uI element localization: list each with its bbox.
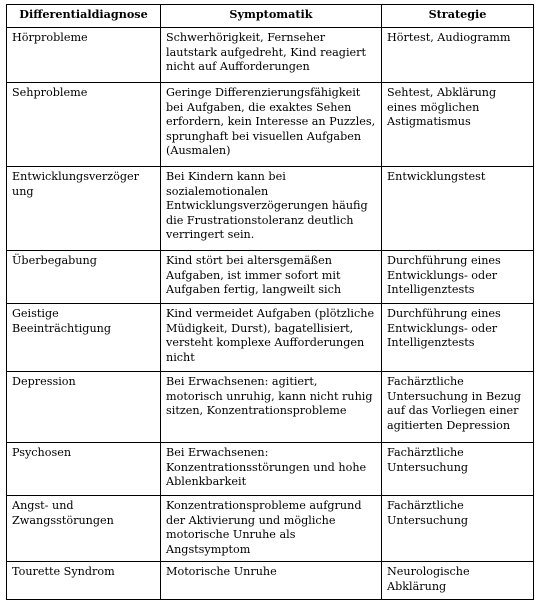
- table-row: [7, 372, 534, 443]
- diagnosis-cell: Psychosen: [7, 443, 161, 496]
- strategy-cell: Durchführung eines Entwicklungs- oder Intelligenztests: [382, 304, 534, 372]
- strategy-cell: Fachärztliche Untersuchung: [382, 443, 534, 496]
- diagnosis-cell: Depression: [7, 372, 161, 443]
- strategy-cell: Durchführung eines Entwicklungs- oder Intelligenztests: [382, 251, 534, 304]
- diagnosis-cell: Hörprobleme: [7, 28, 161, 83]
- diagnosis-cell: Tourette Syndrom: [7, 562, 161, 599]
- header-strategy: Strategie: [382, 5, 534, 28]
- table-row: [7, 562, 534, 599]
- symptoms-cell: Kind stört bei altersgemäßen Aufgaben, ist immer sofort mit Aufgaben fertig, langweilt sich: [161, 251, 382, 304]
- symptoms-cell: Kind vermeidet Aufgaben (plötzliche Müdigkeit, Durst), bagatellisiert, versteht komplexe Aufforderungen nicht: [161, 304, 382, 372]
- strategy-cell: Sehtest, Abklärung eines möglichen Astigmatismus: [382, 83, 534, 167]
- table-row: [7, 167, 534, 251]
- table-row: [7, 304, 534, 372]
- symptoms-cell: Geringe Differenzierungsfähigkeit bei Aufgaben, die exaktes Sehen erfordern, kein Interesse an Puzzles, sprunghaft bei visuellen Aufgaben (Ausmalen): [161, 83, 382, 167]
- diagnosis-cell: Angst- und Zwangsstörungen: [7, 496, 161, 562]
- table-row: [7, 496, 534, 562]
- diagnosis-cell: Überbegabung: [7, 251, 161, 304]
- strategy-cell: Fachärztliche Untersuchung: [382, 496, 534, 562]
- diagnosis-cell: Geistige Beeinträchtigung: [7, 304, 161, 372]
- strategy-cell: Entwicklungstest: [382, 167, 534, 251]
- symptoms-cell: Bei Erwachsenen: agitiert, motorisch unruhig, kann nicht ruhig sitzen, Konzentrationsprobleme: [161, 372, 382, 443]
- symptoms-cell: Schwerhörigkeit, Fernseher lautstark aufgedreht, Kind reagiert nicht auf Aufforderungen: [161, 28, 382, 83]
- table-row: [7, 443, 534, 496]
- differential-diagnosis-table: [6, 4, 534, 600]
- table-row: [7, 28, 534, 83]
- diagnosis-cell: Entwicklungsverzöger ung: [7, 167, 161, 251]
- diagnosis-cell: Sehprobleme: [7, 83, 161, 167]
- table-body: [7, 28, 534, 600]
- symptoms-cell: Motorische Unruhe: [161, 562, 382, 599]
- table-row: [7, 83, 534, 167]
- strategy-cell: Neurologische Abklärung: [382, 562, 534, 599]
- symptoms-cell: Bei Erwachsenen: Konzentrationsstörungen und hohe Ablenkbarkeit: [161, 443, 382, 496]
- table-header: [7, 5, 534, 28]
- symptoms-cell: Konzentrationsprobleme aufgrund der Aktivierung und mögliche motorische Unruhe als Angstsymptom: [161, 496, 382, 562]
- table-row: [7, 251, 534, 304]
- strategy-cell: Fachärztliche Untersuchung in Bezug auf das Vorliegen einer agitierten Depression: [382, 372, 534, 443]
- header-diagnosis: Differentialdiagnose: [7, 5, 161, 28]
- strategy-cell: Hörtest, Audiogramm: [382, 28, 534, 83]
- header-row: [7, 5, 534, 28]
- symptoms-cell: Bei Kindern kann bei sozialemotionalen Entwicklungsverzögerungen häufig die Frustrationstoleranz deutlich verringert sein.: [161, 167, 382, 251]
- header-symptoms: Symptomatik: [161, 5, 382, 28]
